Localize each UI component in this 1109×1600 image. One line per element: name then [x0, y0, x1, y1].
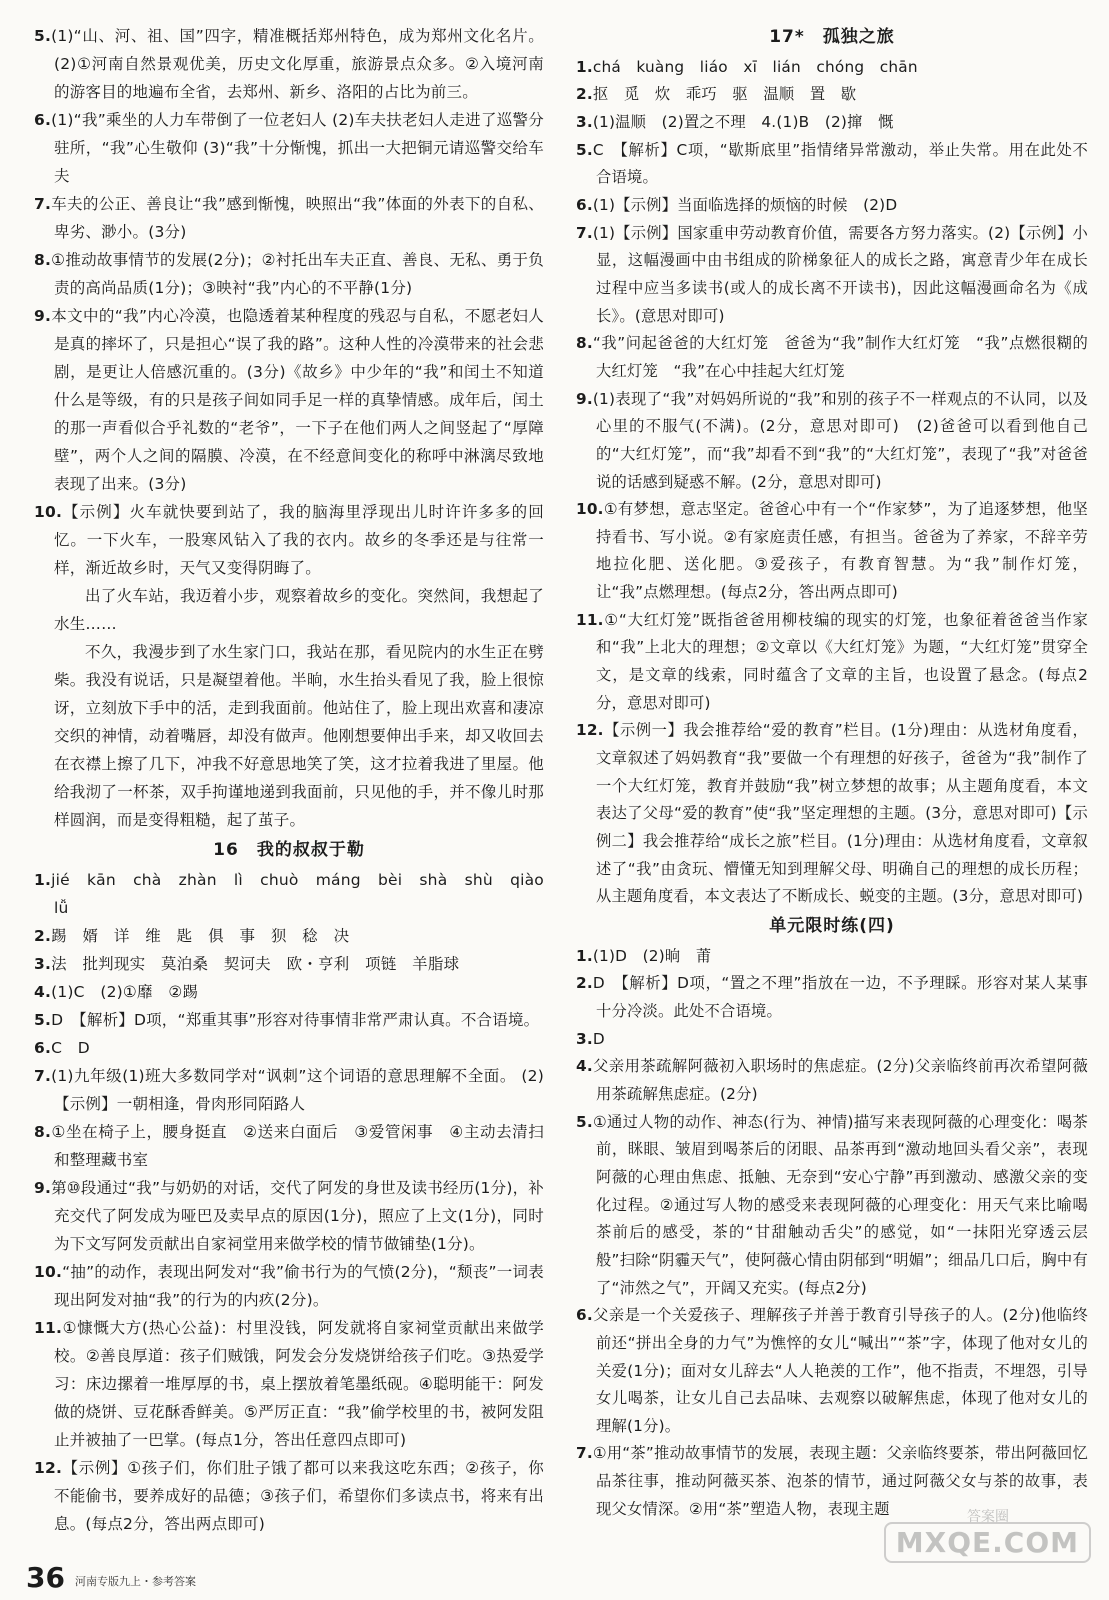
question-number: 6. — [34, 111, 52, 129]
page-footer — [26, 1561, 196, 1594]
question-number: 7. — [34, 195, 52, 213]
question-number: 8. — [34, 1123, 52, 1141]
answer-item — [34, 498, 544, 582]
answer-text: C 【解析】C项，“歇斯底里”指情绪异常激动，举止失常。用在此处不合语境。 — [592, 140, 1088, 187]
answer-text: (1)【示例】当面临选择的烦恼的时候 (2)D — [592, 195, 898, 214]
answer-item — [576, 330, 1088, 385]
answer-text: D — [592, 1029, 605, 1048]
answer-item — [34, 1006, 544, 1034]
question-number: 2. — [576, 974, 593, 993]
answer-text: 【示例】火车就快要到站了，我的脑海里浮现出儿时许许多多的回忆。一下火车，一股寒风钻入了我的衣内。故乡的冬季还是与往常一样，渐近故乡时，天气又变得阴晦了。 — [54, 503, 544, 577]
watermark-logo: MXQE.COM — [884, 1522, 1091, 1563]
question-number: 10. — [34, 1263, 63, 1281]
answer-item — [576, 1053, 1088, 1108]
answer-text: ①通过人物的动作、神态(行为、神情)描写来表现阿薇的心理变化：喝茶前，眯眼、皱眉到喝茶后的闭眼、品茶再到“激动地回头看父亲”，表现阿薇的心理由焦虑、抵触、无奈到“安心宁静”再到激动、感激父亲的变化过程。②通过写人物的感受来表现阿薇的心理变化：用天气来比喻喝茶前后的感受，茶的“甘甜触动舌尖”的感觉，如“一抹阳光穿透云层般”扫除“阴霾天气”，使阿薇心情由阴郁到“明媚”；细品几口后，胸中有了“沛然之气”，开阔又充实。(每点2分) — [592, 1112, 1088, 1297]
answer-text: (1)C (2)①靡 ②踢 — [51, 983, 199, 1001]
answer-item — [34, 1174, 544, 1258]
question-number: 12. — [34, 1459, 63, 1477]
answer-text: ①推动故事情节的发展(2分)；②衬托出车夫正直、善良、无私、勇于负责的高尚品质(1分)；③映衬“我”内心的不平静(1分) — [51, 251, 544, 297]
question-number: 3. — [576, 112, 593, 131]
answer-item — [34, 246, 544, 302]
answer-text: 【示例一】我会推荐给“爱的教育”栏目。(1分)理由：从选材角度看，文章叙述了妈妈教育“我”要做一个有理想的好孩子，爸爸为“我”制作了一个大红灯笼，教育并鼓励“我”树立梦想的故事；从主题角度看，本文表达了父母“爱的教育”使“我”坚定理想的主题。(3分，意思对即可)【示例二】我会推荐给“成长之旅”栏目。(1分)理由：从选材角度看，文章叙述了“我”由贪玩、懵懂无知到理解父母、明确自己的理想的成长历程；从主题角度看，本文表达了不断成长、蜕变的主题。(3分，意思对即可) — [596, 721, 1088, 906]
answer-item — [34, 302, 544, 498]
question-number: 8. — [576, 334, 593, 353]
question-number: 1. — [576, 946, 593, 965]
answer-text: 父亲是一个关爱孩子、理解孩子并善于教育引导孩子的人。(2分)他临终前还“拼出全身的力气”为憔悴的女儿“喊出”“茶”字，体现了他对女儿的关爱(1分)；面对女儿辞去“人人艳羡的工作”，他不指责，不埋怨，引导女儿喝茶，让女儿自己去品味、去观察以破解焦虑，体现了他对女儿的理解(1分)。 — [592, 1306, 1088, 1435]
answer-text: 法 批判现实 莫泊桑 契诃夫 欧・亨利 项链 羊脂球 — [51, 955, 460, 973]
question-number: 7. — [34, 1067, 52, 1085]
answer-item — [34, 1118, 544, 1174]
page-number: 36 — [26, 1561, 65, 1594]
answer-text: D 【解析】D项，“置之不理”指放在一边，不予理睬。形容对某人某事十分冷淡。此处不合语境。 — [592, 974, 1088, 1020]
answer-text: ①“大红灯笼”既指爸爸用柳枝编的现实的灯笼，也象征着爸爸当作家和“我”上北大的理想；②文章以《大红灯笼》为题，“大红灯笼”贯穿全文，是文章的线索，同时蕴含了文章的主旨，也设置了悬念。(每点2分，意思对即可) — [596, 610, 1088, 712]
question-number: 10. — [576, 500, 604, 519]
answer-item — [576, 970, 1088, 1025]
section-heading: 单元限时练(四) — [769, 916, 895, 936]
question-number: 12. — [576, 721, 604, 740]
answer-item — [576, 496, 1088, 607]
answer-item — [576, 386, 1088, 497]
answer-text: 踢 婿 详 维 匙 俱 事 狈 稔 决 — [51, 927, 350, 945]
answer-text: (1)【示例】国家重申劳动教育价值，需要各方努力落实。(2)【示例】小显，这幅漫画中由书组成的阶梯象征人的成长之路，寓意青少年在成长过程中应当多读书(或人的成长离不开读书)，因此这幅漫画命名为《成长》。(意思对即可) — [592, 223, 1088, 325]
watermark-subtext: 答案圈 — [967, 1509, 1009, 1525]
answer-item — [34, 1314, 544, 1454]
answer-text: 抠 觅 炊 乖巧 驱 温顺 置 歇 — [592, 85, 857, 104]
answer-item — [34, 22, 544, 106]
answer-item — [576, 109, 1088, 137]
section-heading: 16 我的叔叔于勒 — [213, 840, 365, 860]
answer-text: 本文中的“我”内心冷漠，也隐透着某种程度的残忍与自私，不愿老妇人是真的摔坏了，只是担心“误了我的路”。这种人性的冷漠带来的社会悲剧，是更让人倍感沉重的。(3分)《故乡》中少年的“我”和闰土不知道什么是等级，有的只是孩子间如同手足一样的真挚情感。成年后，闰土的那一声看似合乎礼数的“老爷”，一下子在他们两人之间竖起了“厚障壁”，两个人之间的隔膜、冷漠，在不经意间变化的称呼中淋漓尽致地表现了出来。(3分) — [51, 307, 544, 493]
answer-paragraph — [34, 638, 544, 834]
question-number: 11. — [34, 1319, 63, 1337]
answer-item — [34, 1062, 544, 1118]
answer-item — [576, 220, 1088, 331]
question-number: 5. — [576, 1112, 593, 1131]
question-number: 9. — [34, 307, 52, 325]
question-number: 10. — [34, 503, 63, 521]
answer-paragraph — [34, 582, 544, 638]
answer-item — [576, 137, 1088, 192]
answer-item — [576, 81, 1088, 109]
answer-text: (1)表现了“我”对妈妈所说的“我”和别的孩子不一样观点的不认同，以及心里的不服气(不满)。(2分，意思对即可) (2)爸爸可以看到他自己的“大红灯笼”，而“我”却看不到“我”的“大红灯笼”，表现了“我”对爸爸说的话感到疑惑不解。(2分，意思对即可) — [592, 389, 1088, 491]
answer-item — [576, 1440, 1088, 1523]
answer-item — [34, 1034, 544, 1062]
question-number: 1. — [576, 57, 593, 76]
answer-text: ①坐在椅子上，腰身挺直 ②送来白面后 ③爱管闲事 ④主动去清扫和整理藏书室 — [51, 1123, 544, 1169]
footer-label: 河南专版九上・参考答案 — [74, 1575, 196, 1588]
answer-text: 不久，我漫步到了水生家门口，我站在那，看见院内的水生正在劈柴。我没有说话，只是凝望着他。半晌，水生抬头看见了我，脸上很惊讶，立刻放下手中的活，走到我面前。他站住了，脸上现出欢喜和凄凉交织的神情，动着嘴唇，却没有做声。他刚想要伸出手来，却又收回去在衣襟上擦了几下，冲我不好意思地笑了笑，这才拉着我进了里屋。他给我沏了一杯茶，双手拘谨地递到我面前，只见他的手，并不像儿时那样圆润，而是变得粗糙，起了茧子。 — [54, 643, 544, 829]
answer-text: (1)九年级(1)班大多数同学对“讽刺”这个词语的意思理解不全面。 (2)【示例】一朝相逢，骨肉形同陌路人 — [51, 1067, 544, 1113]
answer-text: (1)温顺 (2)置之不理 4.(1)B (2)撺 慨 — [592, 112, 894, 131]
answer-text: 父亲用茶疏解阿薇初入职场时的焦虑症。(2分)父亲临终前再次希望阿薇用茶疏解焦虑症。(2分) — [592, 1057, 1088, 1103]
answer-item — [34, 922, 544, 950]
answer-item — [34, 866, 560, 922]
question-number: 4. — [576, 1057, 593, 1076]
answer-item — [34, 978, 544, 1006]
answer-text: ①用“茶”推动故事情节的发展，表现主题：父亲临终要茶，带出阿薇回忆品茶往事，推动阿薇买茶、泡茶的情节，通过阿薇父女与茶的故事，表现父女情深。②用“茶”塑造人物，表现主题 — [592, 1444, 1088, 1518]
question-number: 2. — [34, 927, 52, 945]
question-number: 3. — [576, 1029, 593, 1048]
answer-text: ①慷慨大方(热心公益)：村里没钱，阿发就将自家祠堂贡献出来做学校。②善良厚道：孩子们贼饿，阿发会分发烧饼给孩子们吃。③热爱学习：床边摞着一堆厚厚的书，桌上摆放着笔墨纸砚。④聪明能干：阿发做的烧饼、豆花酥香鲜美。⑤严厉正直：“我”偷学校里的书，被阿发阻止并被抽了一巴掌。(每点1分，答出任意四点即可) — [54, 1319, 544, 1449]
question-number: 6. — [576, 195, 593, 214]
answer-item — [576, 943, 1088, 971]
answer-text: C D — [51, 1039, 90, 1057]
question-number: 3. — [34, 955, 52, 973]
answer-item — [576, 1302, 1088, 1440]
question-number: 7. — [576, 223, 593, 242]
answer-item — [34, 106, 544, 190]
question-number: 6. — [34, 1039, 52, 1057]
section-heading: 17* 孤独之旅 — [769, 27, 895, 47]
question-number: 1. — [34, 871, 52, 889]
answer-text: “我”问起爸爸的大红灯笼 爸爸为“我”制作大红灯笼 “我”点燃很糊的大红灯笼 “我”在心中挂起大红灯笼 — [592, 334, 1088, 380]
left-column — [34, 22, 560, 1538]
answer-text: ①有梦想，意志坚定。爸爸心中有一个“作家梦”，为了追逐梦想，他坚持看书、写小说。②有家庭责任感，有担当。爸爸为了养家，不辞辛劳地拉化肥、送化肥。③爱孩子，有教育智慧。为“我”制作灯笼，让“我”点燃理想。(每点2分，答出两点即可) — [596, 500, 1088, 602]
question-number: 6. — [576, 1306, 593, 1325]
answer-item — [34, 1454, 544, 1538]
right-column — [576, 22, 1088, 1523]
answer-text: 出了火车站，我迈着小步，观察着故乡的变化。突然间，我想起了水生…… — [54, 587, 544, 633]
answer-item — [576, 1026, 1088, 1054]
question-number: 8. — [34, 251, 52, 269]
question-number: 9. — [34, 1179, 52, 1197]
answer-text: (1)“我”乘坐的人力车带倒了一位老妇人 (2)车夫扶老妇人走进了巡警分驻所，“我”心生敬仰 (3)“我”十分惭愧，抓出一大把铜元请巡警交给车夫 — [51, 111, 544, 185]
answer-text: chá kuàng liáo xī lián chóng chān — [592, 57, 918, 76]
question-number: 5. — [576, 140, 593, 159]
answer-item — [576, 54, 1088, 82]
answer-text: (1)D (2)晌 莆 — [592, 946, 712, 965]
question-number: 9. — [576, 389, 593, 408]
answer-text: 车夫的公正、善良让“我”感到惭愧，映照出“我”体面的外表下的自私、卑劣、渺小。(3分) — [51, 195, 544, 241]
answer-text: 第⑩段通过“我”与奶奶的对话，交代了阿发的身世及读书经历(1分)，补充交代了阿发成为哑巴及卖早点的原因(1分)，照应了上文(1分)，同时为下文写阿发贡献出自家祠堂用来做学校的情节做铺垫(1分)。 — [51, 1179, 544, 1253]
question-number: 5. — [34, 27, 52, 45]
answer-text: D 【解析】D项，“郑重其事”形容对待事情非常严肃认真。不合语境。 — [51, 1011, 540, 1029]
answer-text: (1)“山、河、祖、国”四字，精准概括郑州特色，成为郑州文化名片。 (2)①河南自然景观优美，历史文化厚重，旅游景点众多。②入境河南的游客目的地遍布全省，去郑州、新乡、洛阳的占比为前三。 — [51, 27, 544, 101]
question-number: 11. — [576, 610, 604, 629]
question-number: 2. — [576, 85, 593, 104]
answer-item — [34, 1258, 544, 1314]
answer-item — [576, 717, 1088, 911]
answer-item — [34, 190, 544, 246]
question-number: 5. — [34, 1011, 52, 1029]
answer-text: “抽”的动作，表现出阿发对“我”偷书行为的气愤(2分)，“颓丧”一词表现出阿发对抽“我”的行为的内疚(2分)。 — [54, 1263, 544, 1309]
answer-item — [576, 607, 1088, 718]
question-number: 4. — [34, 983, 52, 1001]
answer-item — [576, 192, 1088, 220]
answer-text: 【示例】①孩子们，你们肚子饿了都可以来我这吃东西；②孩子，你不能偷书，要养成好的品德；③孩子们，希望你们多读点书，将来有出息。(每点2分，答出两点即可) — [54, 1459, 544, 1533]
answer-item — [576, 1109, 1088, 1303]
question-number: 7. — [576, 1444, 593, 1463]
answer-item — [34, 950, 544, 978]
answer-text: jié kān chà zhàn lì chuò máng bèi shà shù qiào lǚ — [51, 871, 560, 917]
